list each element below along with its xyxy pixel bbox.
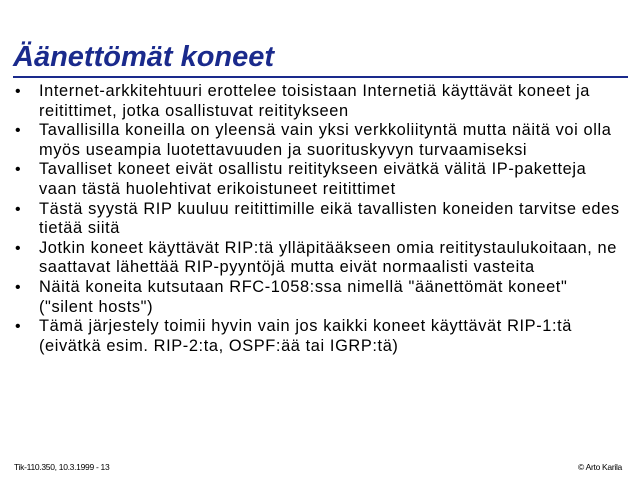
bullet-item xyxy=(14,278,626,317)
bullet-text: Internet-arkkitehtuuri erottelee toisistaan Internetiä käyttävät koneet ja reitittimet, jotka osallistuvat reititykseen xyxy=(39,82,590,120)
bullet-item xyxy=(14,317,626,356)
bullet-icon: • xyxy=(15,200,22,218)
bullet-icon: • xyxy=(15,83,22,100)
bullet-list xyxy=(14,82,626,356)
bullet-text: Näitä koneita kutsutaan RFC-1058:ssa nimellä "äänettömät koneet" ("silent hosts") xyxy=(39,277,568,316)
bullet-icon: • xyxy=(15,122,22,140)
bullet-text: Tämä järjestely toimii hyvin vain jos kaikki koneet käyttävät RIP-1:tä (eivätkä esim. RIP-2:ta, OSPF:ää tai IGRP:tä) xyxy=(39,317,572,355)
bullet-icon: • xyxy=(15,239,22,257)
slide-title: Äänettömät koneet xyxy=(13,41,275,73)
bullet-text: Tavallisilla koneilla on yleensä vain yksi verkkoliityntä mutta näitä voi olla myös useampia luotettavuuden ja suorituskyvyn turvaamiseksi xyxy=(39,121,612,159)
bullet-icon: • xyxy=(15,318,22,336)
bullet-text: Jotkin koneet käyttävät RIP:tä ylläpitääkseen omia reititystaulukoitaan, ne saattavat lähettää RIP-pyyntöjä mutta eivät normaalisti vasteita xyxy=(39,238,617,277)
bullet-item xyxy=(14,82,626,121)
bullet-item xyxy=(14,160,626,199)
bullet-text: Tavalliset koneet eivät osallistu reititykseen eivätkä välitä IP-paketteja vaan tästä huolehtivat erikoistuneet reitittimet xyxy=(39,160,587,198)
bullet-icon: • xyxy=(15,278,22,296)
bullet-text: Tästä syystä RIP kuuluu reitittimille eikä tavallisten koneiden tarvitse edes tietää siitä xyxy=(39,199,620,238)
title-underline xyxy=(13,76,628,78)
bullet-icon: • xyxy=(15,161,22,179)
bullet-item xyxy=(14,121,626,160)
bullet-item xyxy=(14,239,626,278)
bullet-item xyxy=(14,200,626,239)
footer-course-info: Tik-110.350, 10.3.1999 - 13 xyxy=(14,462,110,472)
footer-copyright: © Arto Karila xyxy=(578,462,622,472)
